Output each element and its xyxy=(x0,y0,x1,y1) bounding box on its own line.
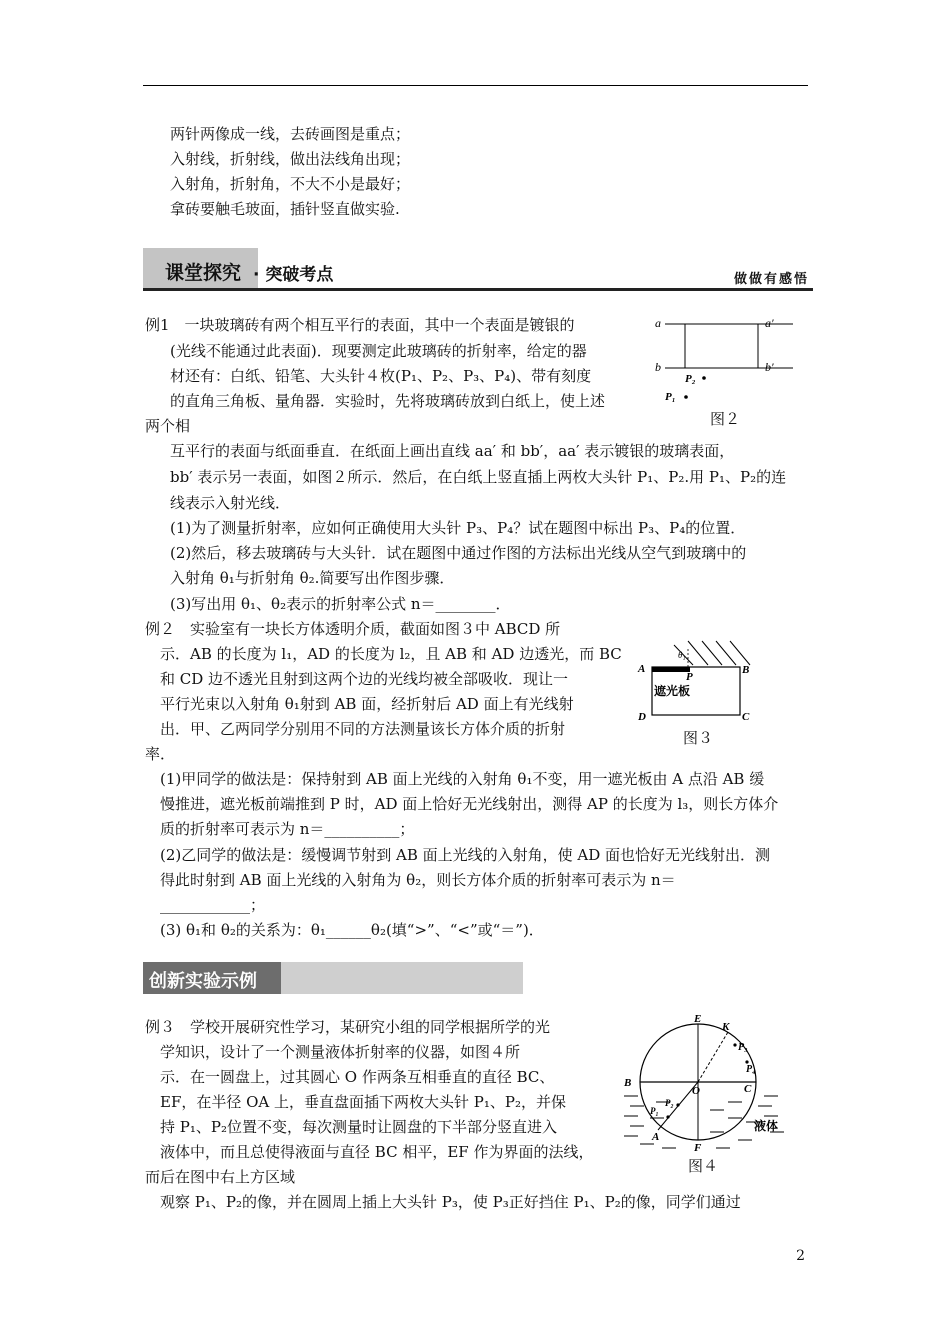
text-line: (1)为了测量折射率，应如何正确使用大头针 P₃、P₄？试在题图中标出 P₃、P₄的位置． xyxy=(170,519,746,537)
radius-OK xyxy=(698,1032,728,1082)
text-line: 两个相 xyxy=(145,417,191,435)
text-line: 观察 P₁、P₂的像，并在圆周上插上大头针 P₃，使 P₃正好挡住 P₁、P₂的像，同学们通过 xyxy=(160,1193,741,1211)
section-title: 课堂探究 xyxy=(165,262,242,284)
text-line: 慢推进，遮光板前端推到 P 时，AD 面上恰好无光线射出，测得 AP 的长度为 l₃，则长方体介 xyxy=(160,795,779,813)
text-line: 例３ 学校开展研究性学习，某研究小组的同学根据所学的光 xyxy=(145,1018,551,1036)
text-line: 学知识，设计了一个测量液体折射率的仪器，如图４所 xyxy=(160,1043,521,1061)
text-line: (3)写出用 θ₁、θ₂表示的折射率公式 n＝________． xyxy=(170,595,511,613)
text-line: 例２ 实验室有一块长方体透明介质，截面如图３中 ABCD 所 xyxy=(145,620,561,638)
text-line: 得此时射到 AB 面上光线的入射角为 θ₂，则长方体介质的折射率可表示为 n＝ xyxy=(160,871,676,889)
text-line: 持 P₁、P₂位置不变，每次测量时让圆盘的下半部分竖直进入 xyxy=(160,1118,557,1136)
section-banner-classroom xyxy=(143,248,813,292)
text-line: 例1 一块玻璃砖有两个相互平行的表面，其中一个表面是镀银的 xyxy=(145,316,575,334)
text-line: 和 CD 边不透光且射到这两个边的光线均被全部吸收．现让一 xyxy=(160,670,569,688)
mnemonic-line: 入射角，折射角，不大不小是最好； xyxy=(170,175,411,193)
text-line: 而后在图中右上方区域 xyxy=(145,1168,296,1186)
text-line: 示．AB 的长度为 l₁，AD 的长度为 l₂，且 AB 和 AD 边透光，而 BC xyxy=(160,645,622,663)
label-C: C xyxy=(742,711,750,723)
text-line: (光线不能通过此表面)．现要测定此玻璃砖的折射率，给定的器 xyxy=(170,342,587,360)
text-line: 入射角 θ₁与折射角 θ₂.简要写出作图步骤． xyxy=(170,569,455,587)
text-line: 液体中，而且总使得液面与直径 BC 相平，EF 作为界面的法线， xyxy=(160,1143,594,1161)
label-A: A xyxy=(652,1131,660,1143)
page-number: 2 xyxy=(796,1248,805,1264)
text-line: EF，在半径 OA 上，垂直盘面插下两枚大头针 P₁、P₂，并保 xyxy=(160,1093,567,1111)
label-C: C xyxy=(744,1083,752,1095)
figure-2 xyxy=(645,312,805,402)
label-p2: P₂ xyxy=(685,373,696,385)
text-line: 质的折射率可表示为 n＝__________； xyxy=(160,820,415,838)
label-b: b xyxy=(655,360,661,374)
pin-p3 xyxy=(733,1043,736,1046)
label-P4: P₄ xyxy=(746,1064,756,1075)
label-D: D xyxy=(638,711,646,723)
label-b-prime: b′ xyxy=(765,360,774,374)
text-line: ____________； xyxy=(160,896,266,914)
label-p1: P₁ xyxy=(665,391,676,402)
text-line: bb′ 表示另一表面，如图２所示．然后，在白纸上竖直插上两枚大头针 P₁、P₂.用 P₁、P₂的连 xyxy=(170,468,787,486)
shield-plate-bar xyxy=(652,667,690,672)
label-liquid: 液体 xyxy=(754,1119,779,1133)
section-tagline: 做做有感悟 xyxy=(733,272,809,287)
label-O: O xyxy=(692,1085,700,1097)
text-line: 材还有：白纸、铅笔、大头针４枚(P₁、P₂、P₃、P₄)、带有刻度 xyxy=(170,367,592,385)
banner-rule xyxy=(143,288,813,291)
text-line: (2)乙同学的做法是：缓慢调节射到 AB 面上光线的入射角，使 AD 面也恰好无光线射出．测 xyxy=(160,846,771,864)
text-line: 的直角三角板、量角器．实验时，先将玻璃砖放到白纸上，使上述 xyxy=(170,392,606,410)
header-rule xyxy=(143,85,808,86)
mnemonic-line: 拿砖要触毛玻面，插针竖直做实验. xyxy=(170,200,400,218)
pin-p2 xyxy=(676,1103,679,1106)
text-line: 出．甲、乙两同学分别用不同的方法测量该长方体介质的折射 xyxy=(160,720,566,738)
text-line: (2)然后，移去玻璃砖与大头针．试在题图中通过作图的方法标出光线从空气到玻璃中的 xyxy=(170,544,747,562)
label-B: B xyxy=(624,1077,632,1089)
label-A: A xyxy=(638,663,646,675)
figure-3-caption: 图３ xyxy=(683,729,714,747)
text-line: (3) θ₁和 θ₂的关系为：θ₁______θ₂(填“>”、“<”或“＝”)． xyxy=(160,921,544,939)
text-line: (1)甲同学的做法是：保持射到 AB 面上光线的入射角 θ₁不变，用一遮光板由 A 点沿 AB 缓 xyxy=(160,770,765,788)
text-line: 示．在一圆盘上，过其圆心 O 作两条互相垂直的直径 BC、 xyxy=(160,1068,555,1086)
pin-p1 xyxy=(684,395,688,399)
label-K: K xyxy=(722,1021,730,1033)
label-P: P xyxy=(686,671,693,683)
text-line: 率． xyxy=(145,745,176,763)
label-F: F xyxy=(694,1142,702,1154)
label-a-prime: a′ xyxy=(765,316,774,330)
figure-2-caption: 图２ xyxy=(710,410,741,428)
label-theta1: θ₁ xyxy=(678,650,686,660)
text-line: 平行光束以入射角 θ₁射到 AB 面，经折射后 AD 面上有光线射 xyxy=(160,695,574,713)
mnemonic-line: 两针两像成一线，去砖画图是重点； xyxy=(170,125,411,143)
pin-p2 xyxy=(702,376,706,380)
figure-4 xyxy=(620,1010,790,1155)
label-B: B xyxy=(742,664,750,676)
section-banner-innovation xyxy=(143,962,523,994)
label-a: a xyxy=(655,316,661,330)
label-shield: 遮光板 xyxy=(654,684,691,698)
label-P3: P₃ xyxy=(738,1042,748,1053)
text-line: 互平行的表面与纸面垂直．在纸面上画出直线 aa′ 和 bb′，aa′ 表示镀银的玻璃表面， xyxy=(170,442,735,460)
label-P1: P₁ xyxy=(650,1106,659,1116)
mnemonic-line: 入射线，折射线，做出法线角出现； xyxy=(170,150,411,168)
figure-4-caption: 图４ xyxy=(688,1157,719,1175)
text-line: 线表示入射光线． xyxy=(170,494,291,512)
section-title: 创新实验示例 xyxy=(149,971,257,992)
label-E: E xyxy=(694,1013,702,1025)
section-subtitle: · 突破考点 xyxy=(253,265,334,285)
label-P2: P₂ xyxy=(665,1098,674,1108)
pin-p1 xyxy=(666,1115,669,1118)
figure-3 xyxy=(630,635,760,725)
